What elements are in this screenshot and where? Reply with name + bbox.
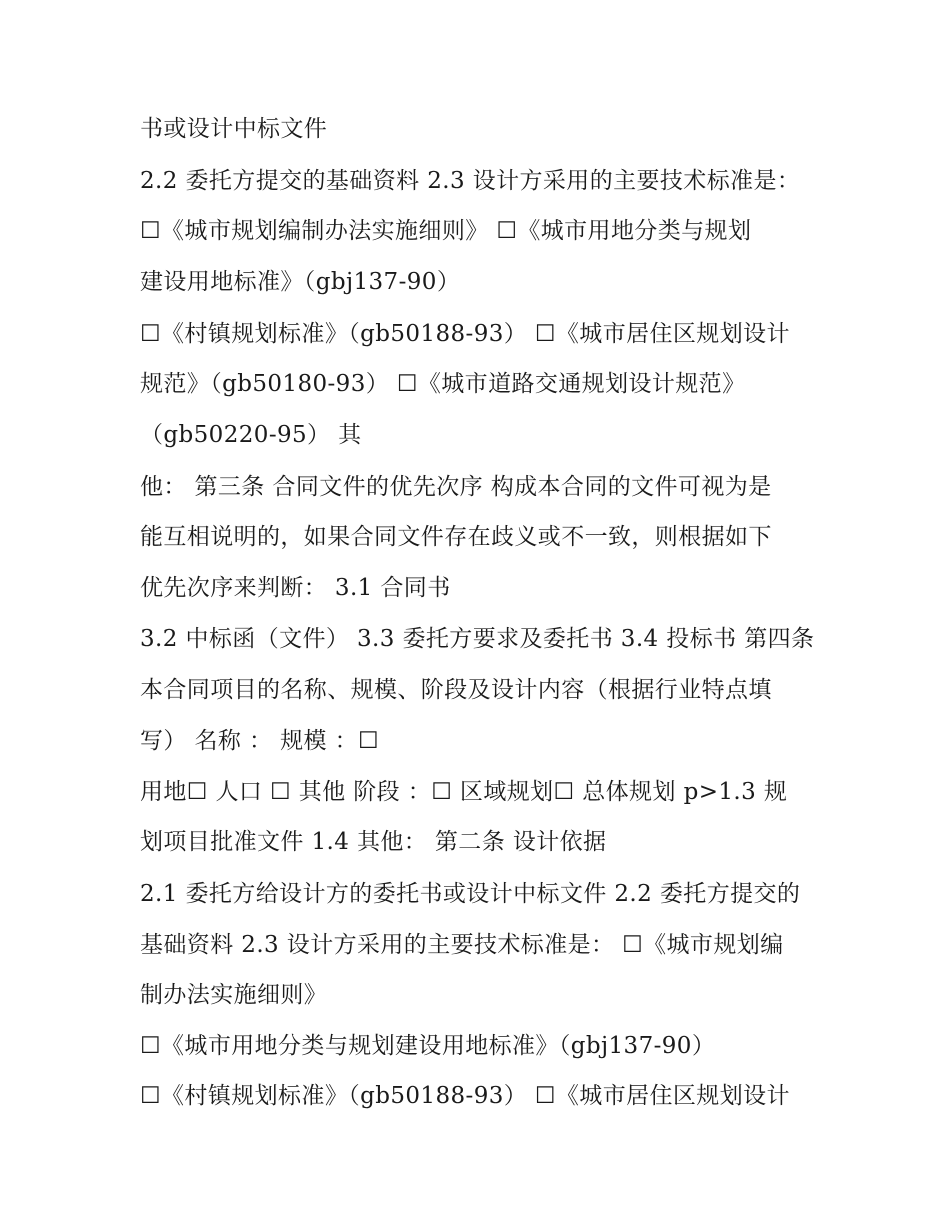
text-line: 划项目批准文件 1.4 其他： 第二条 设计依据 [140,829,607,855]
text-line: 2.1 委托方给设计方的委托书或设计中标文件 2.2 委托方提交的 [140,881,801,907]
text-line: ☐《城市规划编制办法实施细则》 ☐《城市用地分类与规划 [140,218,752,244]
text-line: 3.2 中标函（文件） 3.3 委托方要求及委托书 3.4 投标书 第四条 [140,626,815,652]
text-line: 用地☐ 人口 ☐ 其他 阶段 ：☐ 区域规划☐ 总体规划 p>1.3 规 [140,779,788,805]
text-line: 他： 第三条 合同文件的优先次序 构成本合同的文件可视为是 [140,474,772,500]
text-line: （gb50220-95） 其 [140,422,362,448]
text-line: 能互相说明的，如果合同文件存在歧义或不一致，则根据如下 [140,524,772,550]
text-line: 本合同项目的名称、规模、阶段及设计内容（根据行业特点填 [140,677,772,703]
text-line: 写） 名称 ： 规模 ：☐ [140,728,380,754]
text-line: 制办法实施细则》 [140,982,328,1008]
text-line: 规范》（gb50180-93） ☐《城市道路交通规划设计规范》 [140,371,746,397]
text-line: 基础资料 2.3 设计方采用的主要技术标准是： ☐《城市规划编 [140,932,784,958]
text-line: ☐《村镇规划标准》（gb50188-93） ☐《城市居住区规划设计 [140,321,790,347]
text-line: 优先次序来判断： 3.1 合同书 [140,575,451,601]
text-line: 2.2 委托方提交的基础资料 2.3 设计方采用的主要技术标准是： [140,168,801,194]
text-line: ☐《城市用地分类与规划建设用地标准》（gbj137-90） [140,1033,716,1059]
text-line: 建设用地标准》（gbj137-90） [140,269,461,295]
text-line: 书或设计中标文件 [140,116,328,142]
text-line: ☐《村镇规划标准》（gb50188-93） ☐《城市居住区规划设计 [140,1083,790,1109]
